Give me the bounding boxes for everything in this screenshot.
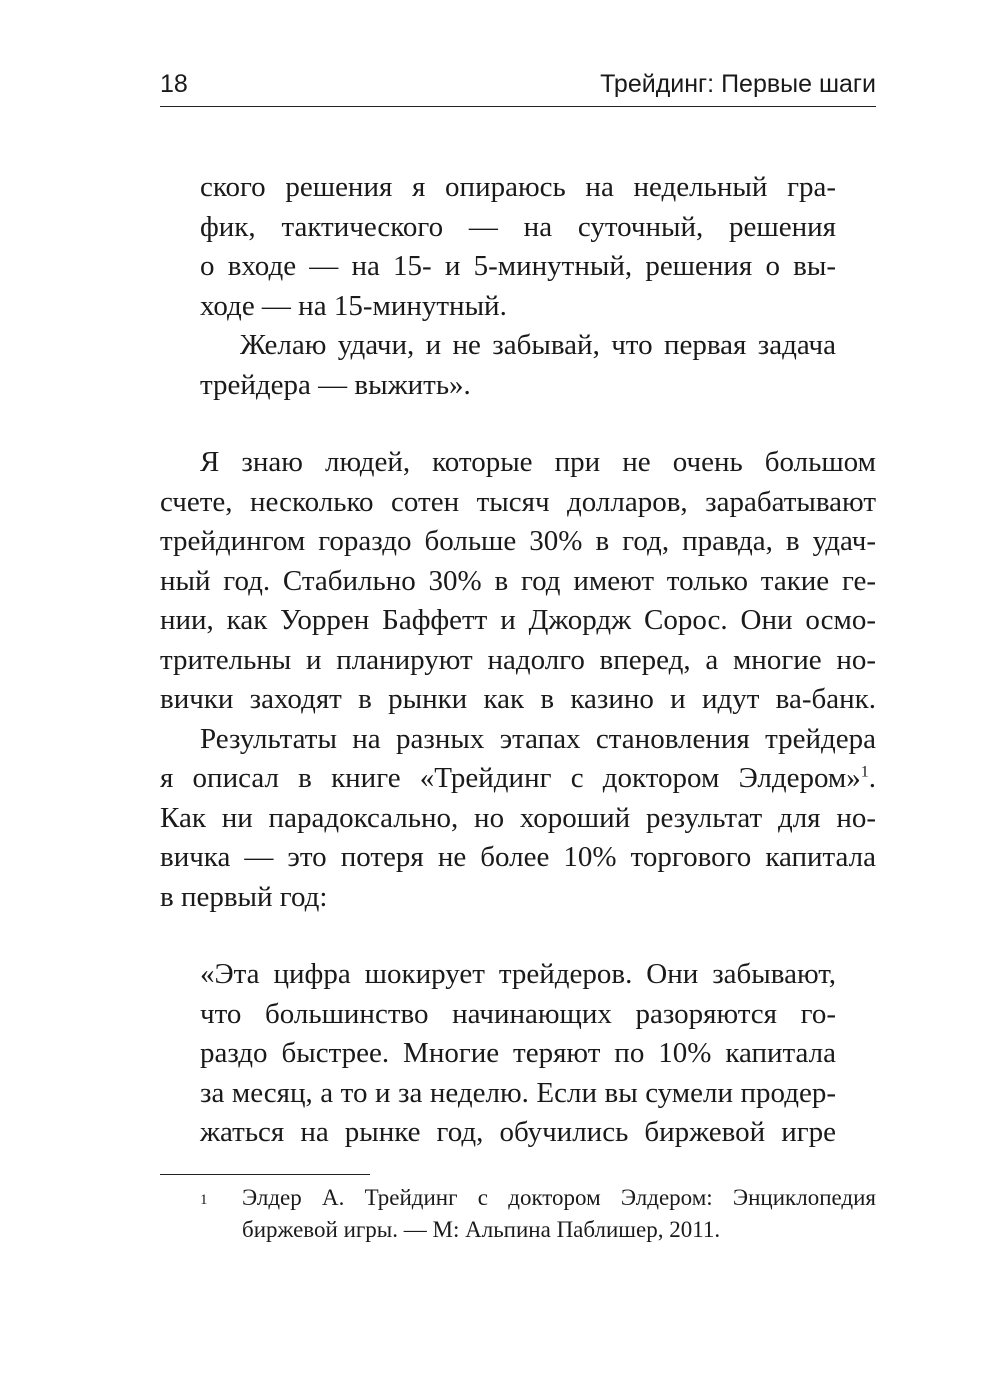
main-body bbox=[160, 443, 876, 917]
text-line: «Эта цифра шокирует трейдеров. Они забывают, bbox=[200, 958, 836, 990]
text-line: жаться на рынке год, обучились биржевой игре bbox=[200, 1116, 836, 1148]
text-line: Как ни парадоксально, но хороший результат для но- bbox=[160, 801, 876, 834]
footnote-text: Элдер А. Трейдинг с доктором Элдером: Энциклопедия биржевой игры. — М: Альпина Паблишер, 2011. bbox=[242, 1185, 876, 1242]
quote-top-paragraph-1 bbox=[200, 168, 836, 326]
text-line: ходе — на 15-минутный. bbox=[200, 289, 507, 322]
text-line-end: . bbox=[868, 762, 876, 794]
text-line: за месяц, а то и за неделю. Если вы сумели продер- bbox=[200, 1076, 836, 1109]
text-line: счете, несколько сотен тысяч долларов, зарабатывают bbox=[160, 485, 876, 518]
text-line: вички заходят в рынки как в казино и идут ва-банк. bbox=[160, 683, 876, 715]
text-line: трейдера — выжить». bbox=[200, 368, 471, 401]
text-line: Результаты на разных этапах становления трейдера bbox=[200, 722, 876, 755]
text-line: в первый год: bbox=[160, 880, 328, 913]
footnote-reference[interactable]: 1 bbox=[860, 763, 869, 781]
quote-bottom-paragraph bbox=[200, 955, 836, 1153]
text-line: вичка — это потеря не более 10% торгового капитала bbox=[160, 841, 876, 873]
footnote-divider bbox=[160, 1174, 370, 1175]
quote-bottom bbox=[200, 955, 836, 1153]
text-line: что большинство начинающих разоряются го- bbox=[200, 997, 836, 1030]
quote-top bbox=[200, 168, 836, 405]
text-line: ный год. Стабильно 30% в год имеют только такие ге- bbox=[160, 564, 876, 597]
text-line: я описал в книге «Трейдинг с доктором Элдером» bbox=[160, 762, 861, 794]
page-number: 18 bbox=[160, 70, 188, 98]
text-line: Желаю удачи, и не забывай, что первая задача bbox=[240, 329, 836, 361]
text-line: раздо быстрее. Многие теряют по 10% капитала bbox=[200, 1037, 836, 1069]
footnote-mark: 1 bbox=[200, 1192, 208, 1208]
main-paragraph-1 bbox=[160, 443, 876, 720]
quote-top-paragraph-2 bbox=[200, 326, 836, 405]
text-line: о входе — на 15- и 5-минутный, решения о вы- bbox=[200, 250, 836, 282]
text-line: нии, как Уоррен Баффетт и Джордж Сорос. Они осмо- bbox=[160, 604, 876, 636]
text-line: фик, тактического — на суточный, решения bbox=[200, 210, 836, 243]
main-paragraph-2 bbox=[160, 720, 876, 918]
running-title: Трейдинг: Первые шаги bbox=[600, 70, 876, 98]
text-line: ского решения я опираюсь на недельный гра- bbox=[200, 171, 836, 203]
text-line: Я знаю людей, которые при не очень большом bbox=[200, 446, 876, 478]
text-line: трейдингом гораздо больше 30% в год, правда, в удач- bbox=[160, 525, 876, 557]
text-line: трительны и планируют надолго вперед, а многие но- bbox=[160, 643, 876, 676]
page-header bbox=[160, 66, 876, 107]
footnote bbox=[160, 1182, 876, 1246]
text-line-with-ref bbox=[160, 759, 876, 799]
